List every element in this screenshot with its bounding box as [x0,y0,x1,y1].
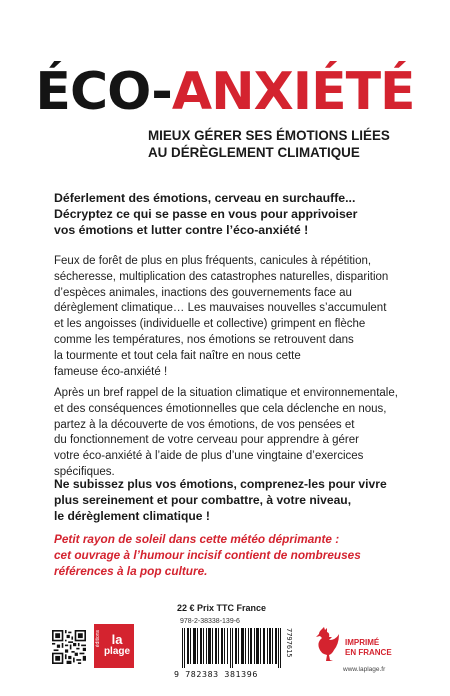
paragraph-line: d’espèces animales, inactions des gouvernements face au [54,286,352,299]
paragraph-line: Après un bref rappel de la situation climatique et environnementale, [54,387,398,399]
publisher-logo-small: éditions [95,630,101,648]
body-paragraph-1 [54,254,434,380]
made-in-france-label [345,638,392,658]
paragraph-line: et les angoisses (individuelle et collective) grimpent en flèche [54,318,366,331]
barcode-icon [182,628,282,668]
intro-line: Déferlement des émotions, cerveau en surchauffe... [54,191,356,205]
made-in-line: IMPRIMÉ [345,638,380,647]
teaser-line: cet ouvrage à l’humour incisif contient de nombreuses [54,547,361,562]
qr-code-icon [52,630,86,664]
publisher-logo [94,624,134,668]
body-paragraph-2 [54,386,434,481]
intro-line: Décryptez ce qui se passe en vous pour apprivoiser [54,207,358,221]
price-label: 22 € Prix TTC France [177,603,267,613]
paragraph-line: sécheresse, multiplication des catastrophes naturelles, disparition [54,270,389,283]
paragraph-line: Feux de forêt de plus en plus fréquents, canicules à répétition, [54,255,372,267]
paragraph-line: comme les températures, nos émotions se retrouvent dans [54,333,354,346]
publisher-website: www.laplage.fr [343,666,386,673]
book-title [0,62,450,122]
teaser-line: références à la pop culture. [54,563,208,578]
intro-line: vos émotions et lutter contre l’éco-anxiété ! [54,223,309,237]
rooster-icon [312,626,340,662]
cover-footer [0,598,450,696]
paragraph-line: partez à la découverte de vos émotions, de vos pensées et [54,418,355,431]
paragraph-line: votre éco-anxiété à l’aide de plus d’une vingtaine d’exercices [54,450,364,463]
outro-text [54,476,434,524]
paragraph-line: et des conséquences émotionnelles que cela déclenche en nous, [54,402,387,415]
paragraph-line: du fonctionnement de votre cerveau pour apprendre à gérer [54,434,359,447]
paragraph-line: fameuse éco-anxiété ! [54,365,168,378]
made-in-line: EN FRANCE [345,648,392,657]
intro-text [54,190,434,238]
publisher-logo-plage: plage [103,646,131,657]
publisher-logo-la: la [111,632,123,647]
paragraph-line: la tourmente et tout cela fait naître en nous cette [54,349,301,362]
barcode-addon: 7797615 [285,628,293,658]
book-subtitle [148,128,438,161]
subtitle-line: MIEUX GÉRER SES ÉMOTIONS LIÉES [148,128,390,143]
isbn-number: 978-2-38338-139-6 [180,618,240,625]
outro-line: Ne subissez plus vos émotions, comprenez-les pour vivre [54,477,387,491]
paragraph-line: dérèglement climatique… Les mauvaises nouvelles s’accumulent [54,302,387,315]
title-part-anxiete: ANXIÉTÉ [171,62,415,122]
outro-line: le dérèglement climatique ! [54,509,210,523]
barcode [172,618,296,682]
paragraph-line: spécifiques. [54,465,115,478]
title-part-eco: ÉCO- [35,62,172,122]
teaser-text [54,532,434,579]
barcode-digits: 9 782383 381396 [174,669,258,679]
subtitle-line: AU DÉRÈGLEMENT CLIMATIQUE [148,144,360,160]
outro-line: plus sereinement et pour combattre, à votre niveau, [54,493,352,507]
teaser-line: Petit rayon de soleil dans cette météo déprimante : [54,532,340,546]
